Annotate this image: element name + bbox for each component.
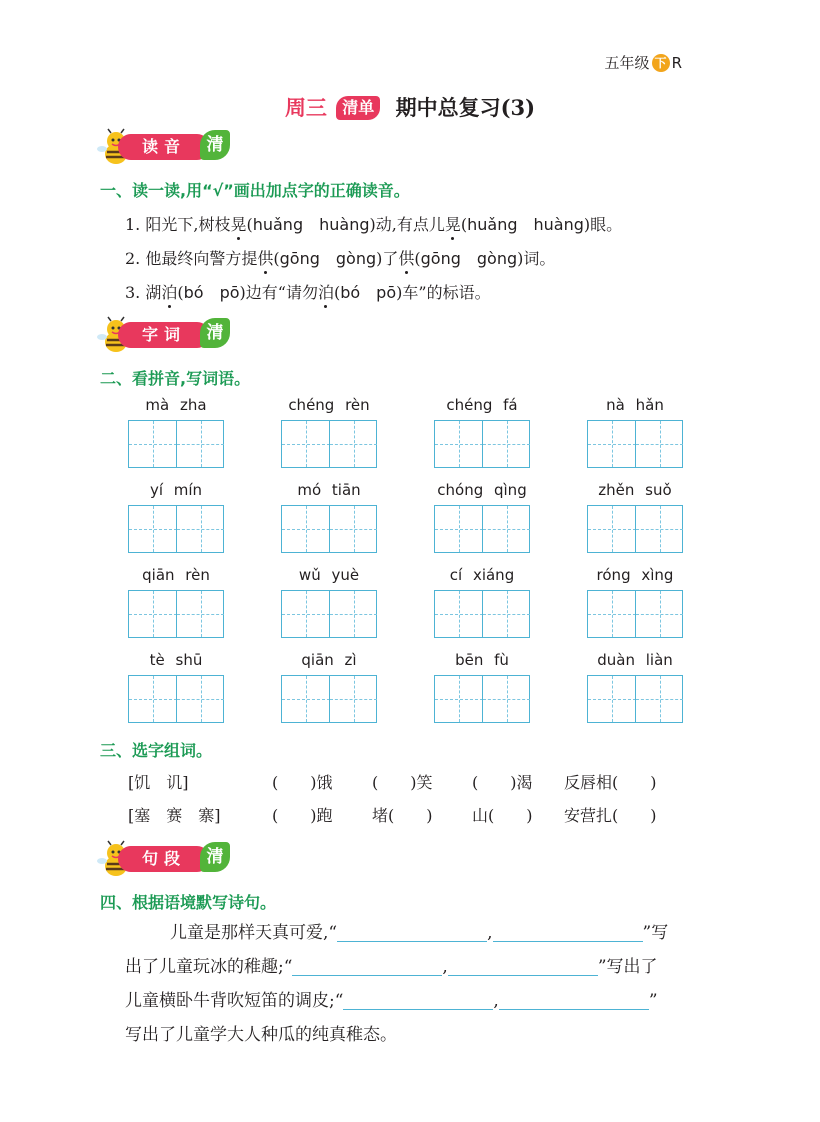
tianzige-cell[interactable] (281, 505, 377, 553)
poem-text: 儿童是那样天真可爱,“ (170, 923, 338, 943)
leaf-badge: 清 (200, 318, 230, 348)
char-box[interactable] (176, 591, 224, 637)
choice-blank[interactable]: ( )笑 (372, 773, 433, 792)
answer-blank[interactable] (493, 923, 643, 942)
poem-text: ”写 (642, 923, 669, 943)
edition-text: R (671, 53, 682, 72)
char-choices-2: [塞 赛 寨] (128, 806, 221, 825)
answer-blank[interactable] (292, 957, 442, 976)
pinyin-label: mà zha (145, 396, 207, 414)
pinyin-label: tè shū (149, 651, 203, 669)
poem-line-2 (125, 950, 725, 984)
banner-label: 句段 (118, 846, 210, 872)
pinyin-label: cí xiáng (449, 566, 515, 584)
title-main: 期中总复习(3) (395, 95, 536, 120)
char-box[interactable] (435, 506, 483, 552)
section-banner-sentences (96, 840, 236, 876)
pinyin-label: bēn fù (455, 651, 509, 669)
poem-comma: , (487, 923, 493, 943)
poem-comma: , (442, 957, 448, 977)
choice-blank[interactable]: 安营扎( ) (564, 806, 657, 825)
char-box[interactable] (129, 506, 177, 552)
char-box[interactable] (482, 591, 530, 637)
poem-text: 儿童横卧牛背吹短笛的调皮;“ (125, 991, 344, 1011)
poem-comma: , (493, 991, 499, 1011)
choice-blank[interactable]: ( )跑 (272, 806, 333, 825)
poem-line-3 (125, 984, 725, 1018)
choice-blank[interactable]: 反唇相( ) (564, 773, 657, 792)
pinyin-label: yí mín (149, 481, 203, 499)
poem-text: 出了儿童玩冰的稚趣;“ (125, 957, 293, 977)
pinyin-label: zhěn suǒ (598, 481, 672, 499)
pinyin-label: chóng qìng (437, 481, 527, 499)
pinyin-label: róng xìng (596, 566, 674, 584)
grade-text: 五年级 (604, 54, 650, 72)
tianzige-cell[interactable] (587, 420, 683, 468)
question-3-heading: 三、选字组词。 (100, 741, 213, 760)
char-box[interactable] (329, 676, 377, 722)
char-box[interactable] (482, 421, 530, 467)
tianzige-cell[interactable] (434, 675, 530, 723)
char-box[interactable] (282, 506, 330, 552)
grade-label (605, 52, 682, 73)
pinyin-label: chéng fá (446, 396, 518, 414)
title-day: 周三 (284, 95, 327, 120)
pinyin-label: wǔ yuè (298, 566, 360, 584)
char-box[interactable] (282, 591, 330, 637)
char-box[interactable] (129, 421, 177, 467)
char-box[interactable] (435, 591, 483, 637)
choice-blank[interactable]: ( )渴 (472, 773, 533, 792)
answer-blank[interactable] (448, 957, 598, 976)
char-box[interactable] (635, 676, 683, 722)
char-box[interactable] (129, 591, 177, 637)
char-box[interactable] (176, 421, 224, 467)
answer-blank[interactable] (343, 991, 493, 1010)
pinyin-label: qiān zì (301, 651, 357, 669)
semester-badge: 下 (652, 54, 670, 72)
char-box[interactable] (482, 676, 530, 722)
choice-blank[interactable]: 山( ) (472, 806, 533, 825)
char-box[interactable] (435, 676, 483, 722)
char-box[interactable] (588, 676, 636, 722)
tianzige-cell[interactable] (587, 505, 683, 553)
choice-blank[interactable]: 堵( ) (372, 806, 433, 825)
char-box[interactable] (282, 676, 330, 722)
q1-item-1: 1. 阳光下,树枝晃(huǎng huàng)动,有点儿晃(huǎng huàng)眼。 (125, 215, 623, 234)
section-banner-words (96, 316, 236, 352)
tianzige-cell[interactable] (434, 505, 530, 553)
pinyin-label: duàn liàn (597, 651, 673, 669)
char-box[interactable] (635, 506, 683, 552)
char-box[interactable] (435, 421, 483, 467)
answer-blank[interactable] (499, 991, 649, 1010)
question-2-heading: 二、看拼音,写词语。 (100, 369, 251, 388)
pinyin-label: qiān rèn (142, 566, 210, 584)
choice-blank[interactable]: ( )饿 (272, 773, 333, 792)
char-box[interactable] (635, 421, 683, 467)
question-1-heading: 一、读一读,用“√”画出加点字的正确读音。 (100, 181, 410, 200)
poem-line-1 (170, 916, 730, 950)
char-box[interactable] (176, 506, 224, 552)
pinyin-label: mó tiān (297, 481, 361, 499)
tianzige-cell[interactable] (281, 675, 377, 723)
tianzige-cell[interactable] (587, 590, 683, 638)
leaf-badge: 清 (200, 842, 230, 872)
section-banner-reading (96, 128, 236, 164)
q1-item-3: 3. 湖泊(bó pō)边有“请勿泊(bó pō)车”的标语。 (125, 283, 491, 302)
char-box[interactable] (329, 591, 377, 637)
tianzige-cell[interactable] (281, 590, 377, 638)
pinyin-label: nà hǎn (606, 396, 664, 414)
tianzige-cell[interactable] (281, 420, 377, 468)
tianzige-cell[interactable] (128, 420, 224, 468)
char-box[interactable] (282, 421, 330, 467)
poem-text: ” (648, 991, 658, 1011)
banner-label: 读音 (118, 134, 210, 160)
poem-line-4: 写出了儿童学大人种瓜的纯真稚态。 (125, 1025, 397, 1045)
tianzige-cell[interactable] (434, 420, 530, 468)
tianzige-cell[interactable] (587, 675, 683, 723)
char-box[interactable] (635, 591, 683, 637)
question-4-heading: 四、根据语境默写诗句。 (100, 893, 277, 912)
tianzige-cell[interactable] (128, 675, 224, 723)
title-badge: 清单 (336, 96, 380, 120)
poem-text: ”写出了 (597, 957, 658, 977)
char-choices-1: [饥 讥] (128, 773, 189, 792)
char-box[interactable] (588, 421, 636, 467)
tianzige-cell[interactable] (434, 590, 530, 638)
pinyin-label: chéng rèn (288, 396, 370, 414)
char-box[interactable] (482, 506, 530, 552)
page-title (0, 92, 820, 122)
char-box[interactable] (329, 506, 377, 552)
q1-item-2: 2. 他最终向警方提供(gōng gòng)了供(gōng gòng)词。 (125, 249, 556, 268)
char-box[interactable] (129, 676, 177, 722)
answer-blank[interactable] (337, 923, 487, 942)
char-box[interactable] (329, 421, 377, 467)
char-box[interactable] (588, 506, 636, 552)
tianzige-cell[interactable] (128, 590, 224, 638)
char-box[interactable] (588, 591, 636, 637)
tianzige-cell[interactable] (128, 505, 224, 553)
char-box[interactable] (176, 676, 224, 722)
banner-label: 字词 (118, 322, 210, 348)
leaf-badge: 清 (200, 130, 230, 160)
